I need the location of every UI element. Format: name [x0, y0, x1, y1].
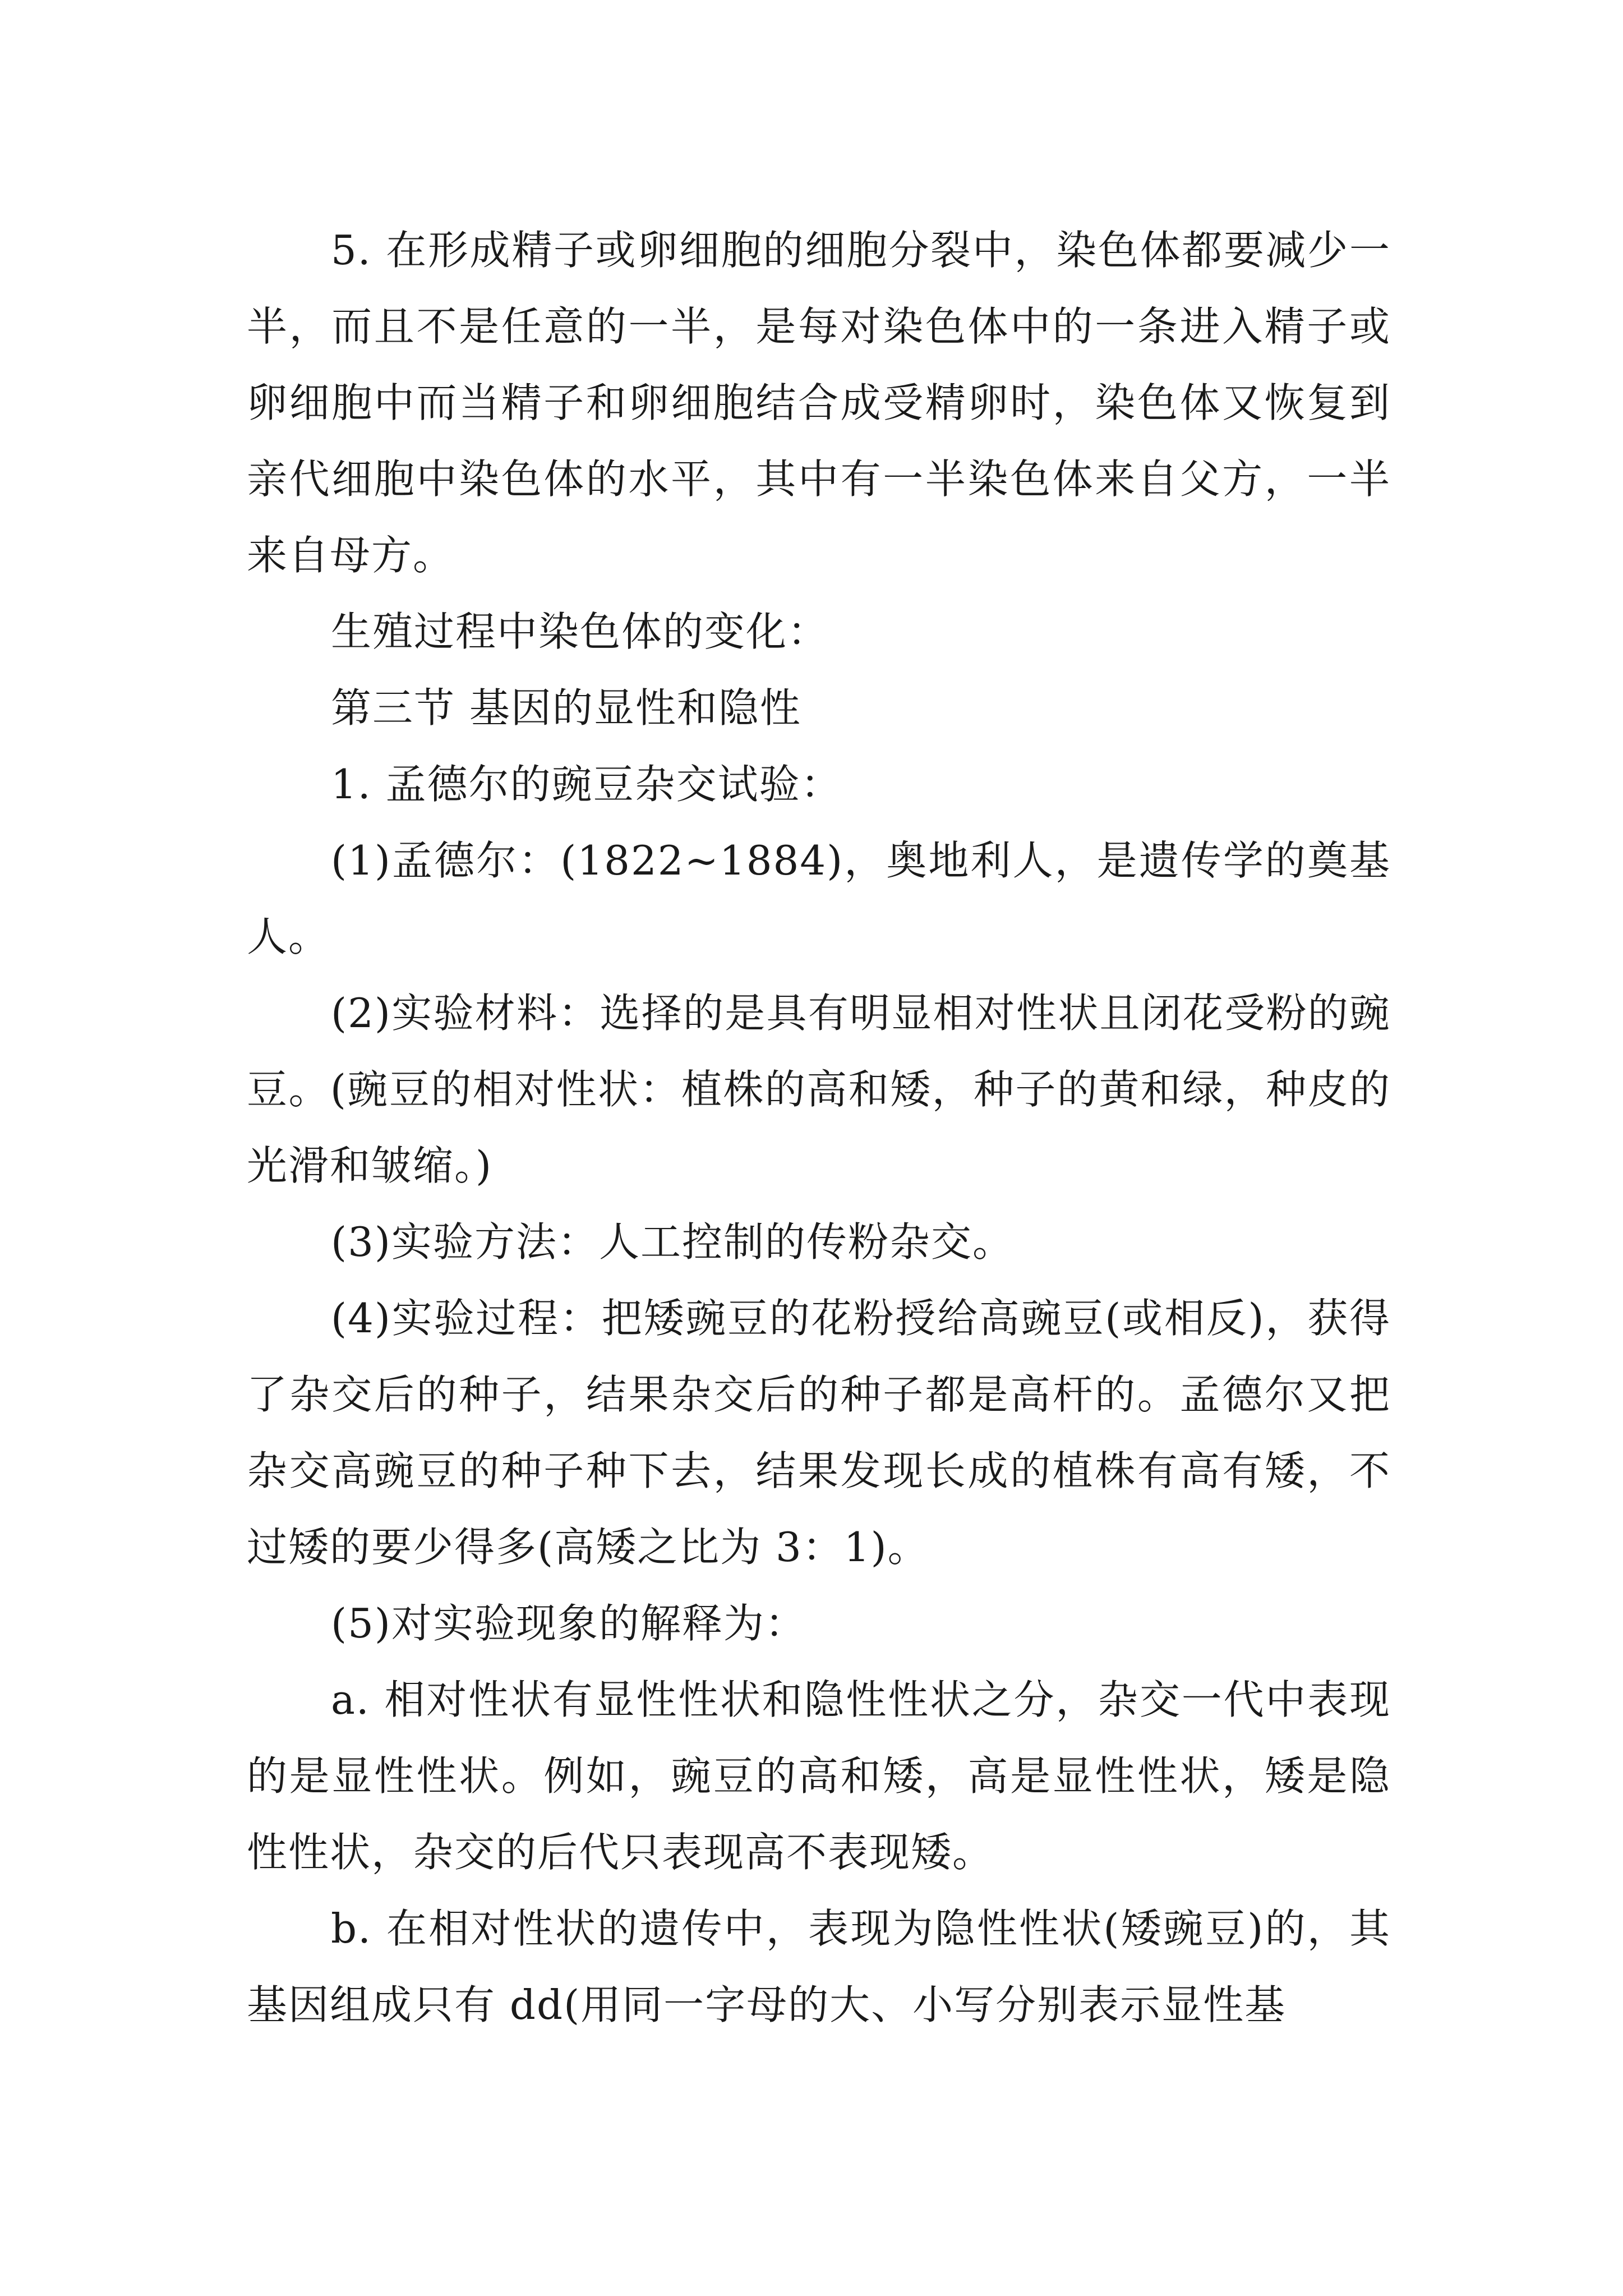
paragraph-mendel-bio: (1)孟德尔：(1822~1884)，奥地利人，是遗传学的奠基人。 — [247, 837, 1391, 960]
paragraph-chromosome-halving: 5. 在形成精子或卵细胞的细胞分裂中，染色体都要减少一半，而且不是任意的一半，是每对染色体中的一条进入精子或卵细胞中而当精子和卵细胞结合成受精卵时，染色体又恢复到亲代细胞中染色体的水平，其中有一半染色体来自父方，一半来自母方。 — [247, 227, 1391, 579]
paragraph-chromosome-change-heading: 生殖过程中染色体的变化： — [331, 608, 829, 655]
document-body — [247, 212, 1391, 2043]
section-heading: 第三节 基因的显性和隐性 — [331, 684, 801, 731]
paragraph-method: (3)实验方法：人工控制的传粉杂交。 — [331, 1218, 1014, 1266]
paragraph-materials: (2)实验材料：选择的是具有明显相对性状且闭花受粉的豌豆。(豌豆的相对性状：植株的高和矮，种子的黄和绿，种皮的光滑和皱缩。) — [247, 990, 1391, 1189]
paragraph-explanation-a: a. 相对性状有显性性状和隐性性状之分，杂交一代中表现的是显性性状。例如，豌豆的高和矮，高是显性性状，矮是隐性性状，杂交的后代只表现高不表现矮。 — [247, 1676, 1391, 1876]
paragraph-mendel-experiment: 1. 孟德尔的豌豆杂交试验： — [331, 761, 842, 808]
paragraph-explanation-b: b. 在相对性状的遗传中，表现为隐性性状(矮豌豆)的，其基因组成只有 dd(用同一字母的大、小写分别表示显性基 — [247, 1905, 1391, 2028]
paragraph-process: (4)实验过程：把矮豌豆的花粉授给高豌豆(或相反)，获得了杂交后的种子，结果杂交后的种子都是高杆的。孟德尔又把杂交高豌豆的种子种下去，结果发现长成的植株有高有矮，不过矮的要少得多(高矮之比为 3：1)。 — [247, 1295, 1391, 1571]
paragraph-explanation-heading: (5)对实验现象的解释为： — [331, 1600, 806, 1647]
